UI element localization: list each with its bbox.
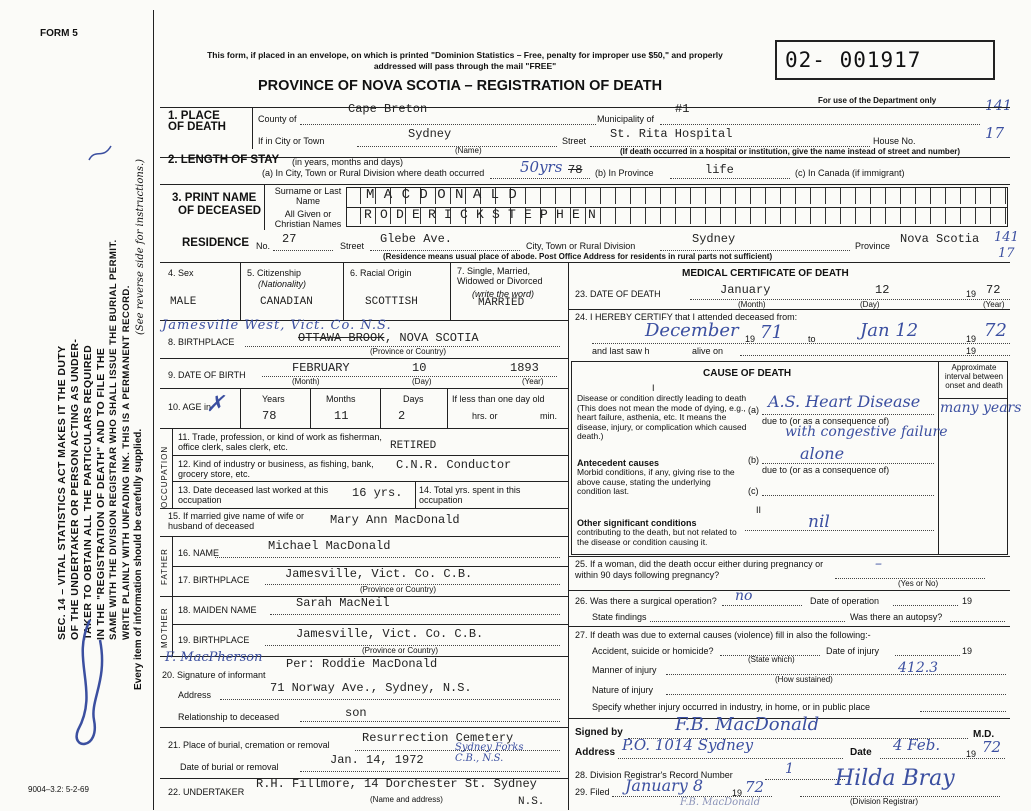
sec14-line-1: SEC. 14 – VITAL STATISTICS ACT MAKES IT THE DUTY bbox=[56, 345, 68, 640]
residence-province: Nova Scotia bbox=[900, 232, 980, 246]
birthplace-struck: OTTAWA BROOK bbox=[298, 331, 385, 345]
q29-label: 29. Filed bbox=[575, 787, 610, 797]
mother-bp-caption: (Province or Country) bbox=[362, 646, 439, 655]
last-saw-century: 19 bbox=[966, 346, 977, 356]
state-findings-label: State findings bbox=[592, 612, 647, 622]
part-one-label: I bbox=[652, 383, 655, 393]
autopsy-label: Was there an autopsy? bbox=[850, 612, 943, 622]
attended-to-label: to bbox=[808, 334, 816, 344]
given-names-label: All Given or Christian Names bbox=[274, 209, 342, 229]
stay-city-label: (a) In City, Town or Rural Division where death occurred bbox=[262, 168, 485, 178]
cause-a-value: A.S. Heart Disease bbox=[768, 392, 921, 411]
filed-date: January 8 bbox=[625, 776, 704, 795]
margin-tick-mark bbox=[85, 140, 115, 170]
physician-address-value: P.O. 1014 Sydney bbox=[622, 736, 754, 754]
mother-maiden-label: 18. MAIDEN NAME bbox=[178, 605, 257, 615]
signed-by-label: Signed by bbox=[575, 727, 623, 738]
other-conditions-label: Other significant conditions bbox=[577, 518, 697, 528]
marital-note: (write the word) bbox=[472, 289, 535, 299]
operation-date-century: 19 bbox=[962, 596, 973, 606]
age-months-label: Months bbox=[326, 394, 356, 404]
signed-date-year: 72 bbox=[982, 738, 1002, 756]
length-of-stay-note: (in years, months and days) bbox=[292, 157, 404, 167]
street-value: St. Rita Hospital bbox=[610, 127, 733, 141]
dept-use-label: For use of the Department only bbox=[818, 96, 937, 105]
q27-label: 27. If death was due to external causes (violence) fill in also the following:- bbox=[575, 630, 871, 640]
date-of-death-day: 12 bbox=[875, 283, 890, 297]
marital-value: MARRIED bbox=[478, 297, 525, 309]
father-side-label: FATHER bbox=[160, 548, 169, 585]
q28-label: 28. Division Registrar's Record Number bbox=[575, 770, 733, 780]
spouse-value: Mary Ann MacDonald bbox=[330, 513, 460, 527]
burial-note: Sydney Forks C.B., N.S. bbox=[455, 742, 524, 764]
residence-city: Sydney bbox=[692, 232, 736, 246]
informant-address-label: Address bbox=[178, 690, 212, 700]
cause-b-value: alone bbox=[800, 444, 845, 463]
residence-street-label: Street bbox=[340, 241, 365, 251]
stay-canada-label: (c) In Canada (if immigrant) bbox=[795, 168, 905, 178]
trade-value: RETIRED bbox=[390, 440, 437, 452]
sec14-line-3: TAKER TO OBTAIN ALL THE PARTICULARS REQUIRED bbox=[82, 344, 94, 640]
last-worked-value: 16 yrs. bbox=[352, 486, 403, 500]
relationship-label: Relationship to deceased bbox=[178, 712, 280, 722]
burial-date-label: Date of burial or removal bbox=[180, 762, 279, 772]
informant-address: 71 Norway Ave., Sydney, N.S. bbox=[270, 681, 472, 695]
dob-label: 9. DATE OF BIRTH bbox=[168, 370, 246, 380]
residence-street: Glebe Ave. bbox=[380, 232, 453, 246]
yes-no-caption: (Yes or No) bbox=[898, 579, 939, 588]
direct-cause-label: Disease or condition directly leading to death (This does not mean the mode of dying, e.g., heart failure, asthenia, etc. It means the disease, injury, or complication which caused death.) bbox=[577, 393, 747, 441]
dob-month: FEBRUARY bbox=[292, 361, 350, 375]
house-value: 17 bbox=[985, 124, 1005, 142]
signed-date-label: Date bbox=[850, 747, 872, 758]
dob-day-caption: (Day) bbox=[412, 377, 432, 386]
sec14-line-4: IN THE "REGISTRATION OF DEATH" AND TO FILE THE bbox=[95, 347, 107, 640]
stay-city-value: 50yrs bbox=[520, 158, 563, 176]
part-two-label: II bbox=[756, 505, 762, 515]
undertaker-caption: (Name and address) bbox=[370, 795, 443, 804]
industry-label: 12. Kind of industry or business, as fishing, bank, grocery store, etc. bbox=[178, 459, 374, 479]
stay-city-struck: 78 bbox=[568, 163, 583, 177]
how-sustained-caption: (How sustained) bbox=[775, 675, 833, 684]
print-name-label-2: OF DECEASED bbox=[178, 205, 262, 217]
father-name: Michael MacDonald bbox=[268, 539, 391, 553]
hrs-label: hrs. or bbox=[472, 411, 498, 421]
city-town-label: If in City or Town bbox=[258, 136, 325, 146]
registrar-signature: Hilda Bray bbox=[835, 766, 955, 791]
sex-label: 4. Sex bbox=[168, 268, 194, 278]
residence-code-2: 17 bbox=[998, 246, 1015, 261]
accident-label: Accident, suicide or homicide? bbox=[592, 646, 714, 656]
manner-label: Manner of injury bbox=[592, 665, 657, 675]
age-check-mark: ✗ bbox=[206, 392, 225, 417]
municipality-value: #1 bbox=[675, 102, 690, 116]
sex-value: MALE bbox=[170, 296, 197, 308]
occupation-side-label: OCCUPATION bbox=[160, 445, 169, 508]
due-to-label-1: due to (or as a consequence of) bbox=[762, 416, 890, 426]
racial-origin-value: SCOTTISH bbox=[365, 296, 418, 308]
informant-signature: F. MacPherson bbox=[165, 650, 263, 665]
signed-date-century: 19 bbox=[966, 749, 977, 759]
racial-origin-label: 6. Racial Origin bbox=[350, 268, 412, 278]
due-to-value: with congestive failure bbox=[785, 424, 948, 440]
antecedent-label: Antecedent causes bbox=[577, 458, 660, 468]
dod-day-caption: (Day) bbox=[860, 300, 880, 309]
undertaker-value: R.H. Fillmore, 14 Dorchester St. Sydney bbox=[256, 777, 537, 791]
birthplace-handwritten: Jamesville West, Vict. Co. N.S. bbox=[162, 318, 392, 333]
dob-month-caption: (Month) bbox=[292, 377, 320, 386]
attended-from-century: 19 bbox=[745, 334, 756, 344]
informant-label: 20. Signature of informant bbox=[162, 670, 266, 680]
date-of-death-year: 72 bbox=[986, 283, 1001, 297]
antecedent-note: Morbid conditions, if any, giving rise to the above cause, stating the underlying condition last. bbox=[577, 467, 735, 496]
given-names-value: R O D E R I C K S T E P H E N bbox=[364, 207, 597, 222]
state-which-caption: (State which) bbox=[748, 655, 795, 664]
spouse-label: 15. If married give name of wife or husband of deceased bbox=[168, 511, 305, 531]
form-label: FORM 5 bbox=[40, 28, 78, 39]
sec14-line-6: WRITE PLAINLY WITH UNFADING INK. THIS IS A PERMANENT RECORD. bbox=[121, 285, 132, 640]
municipality-label: Municipality of bbox=[597, 114, 655, 124]
cause-a-marker: (a) bbox=[748, 405, 759, 415]
md-label: M.D. bbox=[973, 729, 995, 740]
industry-value: C.N.R. Conductor bbox=[396, 458, 512, 472]
signed-by-value: F.B. MacDonald bbox=[675, 714, 820, 735]
interval-label: Approximate interval between onset and death bbox=[944, 363, 1004, 390]
q26-label: 26. Was there a surgical operation? bbox=[575, 596, 717, 606]
trade-label: 11. Trade, profession, or kind of work as fisherman, office clerk, sales clerk, etc. bbox=[178, 432, 382, 452]
father-name-label: 16. NAME bbox=[178, 548, 220, 558]
min-label: min. bbox=[540, 411, 558, 421]
stay-province-label: (b) In Province bbox=[595, 168, 654, 178]
age-days-label: Days bbox=[403, 394, 424, 404]
last-saw-label: and last saw h bbox=[592, 346, 650, 356]
surname-value: M A C D O N A L D bbox=[366, 187, 518, 203]
place-of-death-label: 1. PLACE OF DEATH bbox=[168, 110, 226, 133]
page-title: PROVINCE OF NOVA SCOTIA – REGISTRATION OF DEATH bbox=[258, 78, 663, 94]
burial-place-label: 21. Place of burial, cremation or removal bbox=[168, 740, 330, 750]
birthplace-caption: (Province or Country) bbox=[370, 347, 447, 356]
due-to-label-2: due to (or as a consequence of) bbox=[762, 465, 890, 475]
other-conditions-note: contributing to the death, but not related to the disease or condition causing it. bbox=[577, 527, 737, 547]
cause-c-marker: (c) bbox=[748, 486, 759, 496]
date-of-death-century: 19 bbox=[966, 289, 977, 299]
mother-birthplace-label: 19. BIRTHPLACE bbox=[178, 635, 250, 645]
margin-signature-mark bbox=[60, 600, 120, 760]
dob-year-caption: (Year) bbox=[522, 377, 544, 386]
dept-code: 141 bbox=[985, 98, 1012, 114]
birthplace-value: , NOVA SCOTIA bbox=[385, 331, 479, 345]
attended-to-year: 72 bbox=[984, 320, 1007, 341]
footer-code: 9004–3.2: 5-2-69 bbox=[28, 785, 89, 794]
city-value: Sydney bbox=[408, 127, 452, 141]
length-of-stay-label: 2. LENGTH OF STAY bbox=[168, 154, 280, 166]
industry-question: Specify whether injury occurred in industry, in home, or in public place bbox=[592, 702, 870, 712]
mother-birthplace: Jamesville, Vict. Co. C.B. bbox=[296, 627, 484, 641]
relationship-value: son bbox=[345, 706, 367, 720]
attended-to-century: 19 bbox=[966, 334, 977, 344]
undertaker-label: 22. UNDERTAKER bbox=[168, 787, 245, 797]
age-label: 10. AGE in bbox=[168, 402, 212, 412]
birthplace-label: 8. BIRTHPLACE bbox=[168, 337, 235, 347]
attended-label: 24. I HEREBY CERTIFY that I attended deceased from: bbox=[575, 312, 798, 322]
county-value: Cape Breton bbox=[348, 102, 428, 116]
filed-century: 19 bbox=[732, 788, 743, 798]
residence-city-label: City, Town or Rural Division bbox=[526, 241, 636, 251]
residence-label: RESIDENCE bbox=[182, 237, 250, 249]
institution-note: (If death occurred in a hospital or institution, give the name instead of street and number) bbox=[620, 147, 961, 156]
dob-year: 1893 bbox=[510, 361, 539, 375]
marital-label: 7. Single, Married, Widowed or Divorced bbox=[457, 266, 543, 286]
residence-code-1: 141 bbox=[994, 230, 1019, 245]
print-name-label: 3. PRINT NAME bbox=[172, 192, 257, 204]
less-than-day-label: If less than one day old bbox=[452, 394, 545, 404]
burial-place: Resurrection Cemetery bbox=[362, 731, 514, 745]
surname-label: Surname or Last Name bbox=[274, 186, 342, 206]
operation-date-label: Date of operation bbox=[810, 596, 880, 606]
cause-a-interval: many years bbox=[940, 400, 1022, 416]
nationality-caption: (Nationality) bbox=[258, 279, 307, 289]
physician-address-label: Address bbox=[575, 747, 616, 758]
age-years-label: Years bbox=[262, 394, 285, 404]
mother-side-label: MOTHER bbox=[160, 607, 169, 648]
alive-on-label: alive on bbox=[692, 346, 724, 356]
date-of-death-label: 23. DATE OF DEATH bbox=[575, 289, 661, 299]
medical-certificate-title: MEDICAL CERTIFICATE OF DEATH bbox=[682, 268, 849, 279]
attended-from-year: 71 bbox=[760, 322, 783, 343]
undertaker-ns: N.S. bbox=[518, 796, 545, 808]
other-conditions-value: nil bbox=[808, 512, 830, 532]
attended-from: December bbox=[645, 320, 739, 341]
registrar-caption: (Division Registrar) bbox=[850, 797, 919, 806]
q25-value: – bbox=[875, 556, 882, 572]
q28-value: 1 bbox=[785, 761, 794, 777]
citizenship-label: 5. Citizenship bbox=[247, 268, 302, 278]
signed-date-value: 4 Feb. bbox=[893, 736, 941, 754]
nature-label: Nature of injury bbox=[592, 685, 654, 695]
informant-value: Per: Roddie MacDonald bbox=[286, 657, 438, 671]
dod-year-caption: (Year) bbox=[983, 300, 1005, 309]
street-label: Street bbox=[562, 136, 587, 146]
stay-province-value: life bbox=[705, 163, 734, 177]
father-birthplace: Jamesville, Vict. Co. C.B. bbox=[285, 567, 473, 581]
house-label: House No. bbox=[873, 136, 916, 146]
date-of-death-month: January bbox=[720, 283, 771, 297]
cause-of-death-title: CAUSE OF DEATH bbox=[703, 368, 792, 379]
county-label: County of bbox=[258, 114, 297, 124]
injury-date-century: 19 bbox=[962, 646, 973, 656]
citizenship-value: CANADIAN bbox=[260, 296, 313, 308]
residence-note: (Residence means usual place of abode. Post Office Address for residents in rural parts not sufficient) bbox=[383, 252, 773, 261]
last-worked-label: 13. Date deceased last worked at this occupation bbox=[178, 485, 329, 505]
age-months: 11 bbox=[334, 409, 349, 423]
residence-no-label: No. bbox=[256, 241, 271, 251]
residence-no: 27 bbox=[282, 232, 297, 246]
age-days: 2 bbox=[398, 409, 406, 423]
mail-notice: This form, if placed in an envelope, on which is printed "Dominion Statistics – Free, penalty for improper use $50," and properly addressed will pass through the mail "FREE" bbox=[207, 50, 723, 71]
registration-number: 02- 001917 bbox=[785, 48, 922, 72]
total-years-label: 14. Total yrs. spent in this occupation bbox=[419, 485, 521, 505]
q25-label: 25. If a woman, did the death occur either during pregnancy or within 90 days following pregnancy? bbox=[575, 559, 824, 580]
attended-to: Jan 12 bbox=[860, 320, 919, 341]
burial-date: Jan. 14, 1972 bbox=[330, 753, 424, 767]
mother-maiden-name: Sarah MacNeil bbox=[296, 596, 390, 610]
reverse-instructions: (See reverse side for instructions.) bbox=[135, 158, 146, 335]
cause-b-marker: (b) bbox=[748, 455, 759, 465]
every-item-note: Every item of information should be carefully supplied. bbox=[133, 428, 144, 690]
manner-code: 412.3 bbox=[898, 660, 939, 676]
injury-date-label: Date of injury bbox=[826, 646, 880, 656]
filed-year: 72 bbox=[745, 778, 765, 796]
age-years: 78 bbox=[262, 409, 277, 423]
father-birthplace-label: 17. BIRTHPLACE bbox=[178, 575, 250, 585]
dob-day: 10 bbox=[412, 361, 427, 375]
father-bp-caption: (Province or Country) bbox=[360, 585, 437, 594]
name-caption: (Name) bbox=[455, 146, 482, 155]
sec14-line-5: SAME WITH THE DIVISION REGISTRAR WHO SHALL ISSUE THE BURIAL PERMIT. bbox=[108, 239, 119, 640]
bottom-signature-trace: F.B. MacDonald bbox=[680, 797, 761, 808]
dod-month-caption: (Month) bbox=[738, 300, 766, 309]
residence-province-label: Province bbox=[855, 241, 891, 251]
q26-value: no bbox=[735, 588, 753, 604]
sec14-line-2: OF THE UNDERTAKER OR PERSON ACTING AS UNDER- bbox=[69, 338, 81, 640]
